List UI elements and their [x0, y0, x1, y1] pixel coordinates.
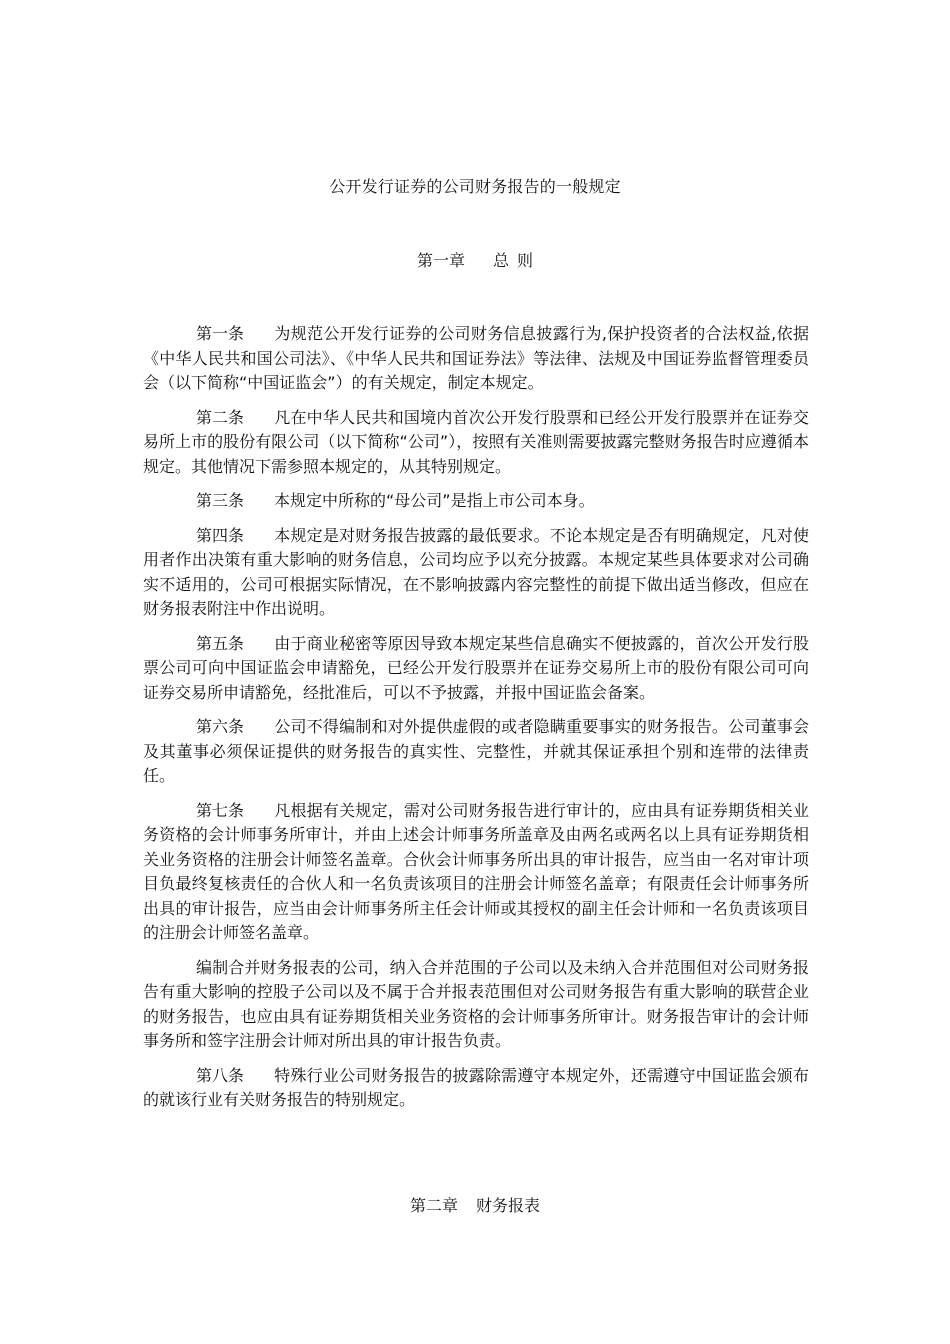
article-1 — [143, 322, 809, 396]
article-text: 本规定中所称的“母公司”是指上市公司本身。 — [274, 491, 595, 510]
chapter-1-label: 第一章 — [416, 251, 465, 270]
article-number: 第七条 — [196, 800, 245, 820]
article-number: 第八条 — [196, 1065, 245, 1085]
article-number: 第五条 — [196, 633, 245, 653]
article-3 — [143, 489, 809, 514]
chapter-1-body — [143, 322, 809, 1123]
article-4 — [143, 524, 809, 622]
article-5 — [143, 632, 809, 706]
article-text: 公司不得编制和对外提供虚假的或者隐瞒重要事实的财务报告。公司董事会及其董事必须保证提供的财务报告的真实性、完整性，并就其保证承担个别和连带的法律责任。 — [143, 717, 809, 785]
article-text: 由于商业秘密等原因导致本规定某些信息确实不便披露的，首次公开发行股票公司可向中国证监会申请豁免，已经公开发行股票并在证券交易所上市的股份有限公司可向证券交易所申请豁免，经批准后，可以不予披露，并报中国证监会备案。 — [143, 633, 809, 702]
article-7-continued — [143, 956, 809, 1054]
article-number: 第四条 — [196, 525, 245, 545]
article-number: 第二条 — [196, 407, 245, 427]
article-8 — [143, 1064, 809, 1113]
article-number: 第六条 — [196, 717, 245, 736]
article-text: 本规定是对财务报告披露的最低要求。不论本规定是否有明确规定，凡对使用者作出决策有重大影响的财务信息，公司均应予以充分披露。本规定某些具体要求对公司确实不适用的，公司可根据实际情况，在不影响披露内容完整性的前提下做出适当修改，但应在财务报表附注中作出说明。 — [143, 525, 809, 618]
chapter-1-name-b: 则 — [517, 251, 534, 270]
article-text: 凡在中华人民共和国境内首次公开发行股票和已经公开发行股票并在证券交易所上市的股份有限公司（以下简称“公司”），按照有关准则需要披露完整财务报告时应遵循本规定。其他情况下需参照本规定的，从其特别规定。 — [143, 407, 809, 476]
article-number: 第一条 — [196, 324, 245, 343]
chapter-1-name-a: 总 — [492, 251, 509, 270]
article-7 — [143, 799, 809, 946]
article-text: 凡根据有关规定，需对公司财务报告进行审计的，应由具有证券期货相关业务资格的会计师事务所审计，并由上述会计师事务所盖章及由两名或两名以上具有证券期货相关业务资格的注册会计师签名盖章。合伙会计师事务所出具的审计报告，应当由一名对审计项目负最终复核责任的合伙人和一名负责该项目的注册会计师签名盖章；有限责任会计师事务所出具的审计报告，应当由会计师事务所主任会计师或其授权的副主任会计师和一名负责该项目的注册会计师签名盖章。 — [143, 800, 809, 942]
article-text: 为规范公开发行证券的公司财务信息披露行为,保护投资者的合法权益,依据《中华人民共和国公司法》、《中华人民共和国证券法》等法律、法规及中国证券监督管理委员会（以下简称“中国证监会”）的有关规定，制定本规定。 — [143, 324, 809, 392]
chapter-2-label: 第二章 — [409, 1196, 458, 1215]
document-title: 公开发行证券的公司财务报告的一般规定 — [329, 177, 621, 196]
article-text: 特殊行业公司财务报告的披露除需遵守本规定外，还需遵守中国证监会颁布的就该行业有关财务报告的特别规定。 — [143, 1065, 809, 1109]
article-number: 第三条 — [196, 491, 245, 510]
chapter-2-name: 财务报表 — [476, 1196, 541, 1215]
article-6 — [143, 715, 809, 789]
article-text: 编制合并财务报表的公司，纳入合并范围的子公司以及未纳入合并范围但对公司财务报告有重大影响的控股子公司以及不属于合并报表范围但对公司财务报告有重大影响的联营企业的财务报告，也应由具有证券期货相关业务资格的会计师事务所审计。财务报告审计的会计师事务所和签字注册会计师对所出具的审计报告负责。 — [143, 957, 809, 1050]
chapter-heading-1 — [0, 250, 950, 272]
article-2 — [143, 406, 809, 480]
chapter-heading-2 — [0, 1195, 950, 1217]
